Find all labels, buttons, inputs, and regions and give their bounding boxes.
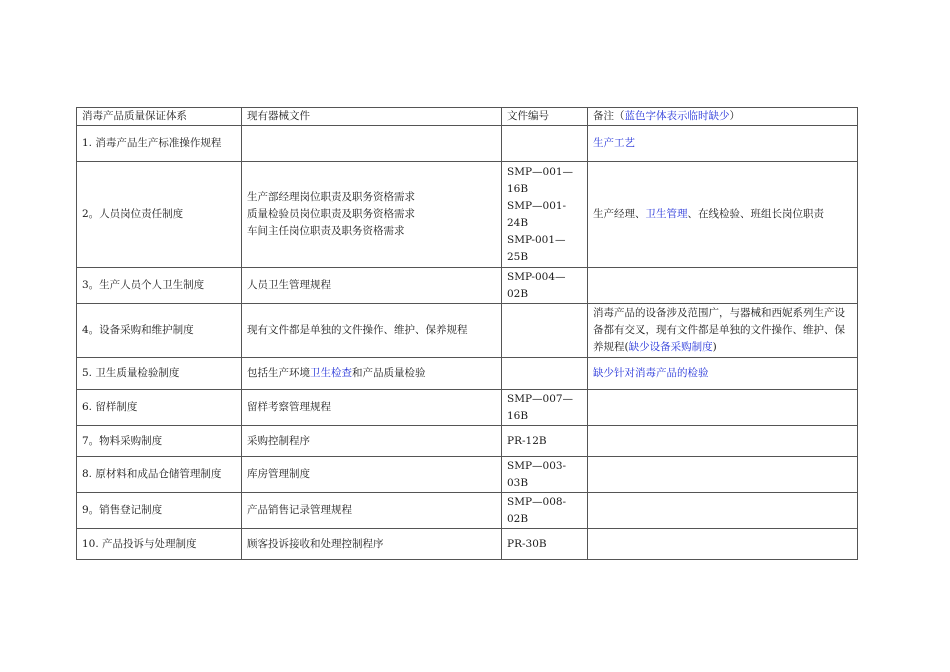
row-system: 5. 卫生质量检验制度 [77, 358, 242, 390]
header-code: 文件编号 [502, 108, 588, 126]
row-note-blue: 卫生管理 [645, 208, 688, 220]
row-files: 产品销售记录管理规程 [242, 493, 502, 529]
code-line: SMP—001- [507, 199, 567, 212]
code-line: SMP—003- [507, 459, 567, 472]
row-note-text: ) [712, 341, 717, 353]
row-files [242, 162, 502, 268]
row-system: 3。生产人员个人卫生制度 [77, 268, 242, 304]
table-row [77, 426, 858, 457]
table-row [77, 162, 858, 268]
row-system: 6. 留样制度 [77, 390, 242, 426]
code-line: 02B [507, 512, 529, 525]
row-code [502, 358, 588, 390]
row-system: 8. 原材料和成品仓储管理制度 [77, 457, 242, 493]
file-line: 车间主任岗位职责及职务资格需求 [247, 225, 405, 237]
row-files-text: 包括生产环境 [247, 367, 310, 379]
row-files: 留样考察管理规程 [242, 390, 502, 426]
code-line: 24B [507, 216, 529, 229]
row-note [588, 304, 858, 358]
row-note-text: 、在线检验、班组长岗位职责 [687, 208, 824, 220]
row-files: 采购控制程序 [242, 426, 502, 457]
row-code [502, 304, 588, 358]
row-files [242, 358, 502, 390]
code-line: SMP—007— [507, 392, 574, 405]
row-note [588, 457, 858, 493]
row-system: 4。设备采购和维护制度 [77, 304, 242, 358]
header-note [588, 108, 858, 126]
row-note [588, 126, 858, 162]
header-system: 消毒产品质量保证体系 [77, 108, 242, 126]
row-system: 2。人员岗位责任制度 [77, 162, 242, 268]
row-code [502, 126, 588, 162]
quality-system-table [76, 107, 858, 560]
table-row [77, 268, 858, 304]
header-note-prefix: 备注（ [593, 110, 625, 122]
row-note-blue: 生产工艺 [593, 137, 635, 149]
table-row [77, 304, 858, 358]
file-line: 生产部经理岗位职责及职务资格需求 [247, 191, 415, 203]
row-system: 7。物料采购制度 [77, 426, 242, 457]
table-row [77, 126, 858, 162]
code-line: 02B [507, 287, 529, 300]
table-row [77, 358, 858, 390]
row-code [502, 457, 588, 493]
code-line: SMP—001— [507, 165, 574, 178]
row-note [588, 493, 858, 529]
table-row [77, 529, 858, 560]
code-line: 16B [507, 182, 529, 195]
row-code [502, 268, 588, 304]
code-line: SMP-001— [507, 233, 566, 246]
row-code [502, 493, 588, 529]
table-row [77, 457, 858, 493]
code-line: 16B [507, 409, 529, 422]
row-files: 现有文件都是单独的文件操作、维护、保养规程 [242, 304, 502, 358]
table-header-row [77, 108, 858, 126]
row-files-blue: 卫生检查 [310, 367, 352, 379]
row-system: 1. 消毒产品生产标准操作规程 [77, 126, 242, 162]
row-code [502, 162, 588, 268]
row-note-blue: 缺少设备采购制度 [628, 341, 713, 353]
row-files: 人员卫生管理规程 [242, 268, 502, 304]
row-note [588, 162, 858, 268]
row-note [588, 358, 858, 390]
table-row [77, 493, 858, 529]
header-note-blue: 蓝色字体表示临时缺少 [624, 110, 730, 122]
header-files: 现有器械文件 [242, 108, 502, 126]
row-code: PR-30B [502, 529, 588, 560]
row-note [588, 390, 858, 426]
code-line: SMP—008- [507, 495, 567, 508]
code-line: SMP-004— [507, 270, 566, 283]
table-row [77, 390, 858, 426]
row-system: 10. 产品投诉与处理制度 [77, 529, 242, 560]
row-note-blue: 缺少针对消毒产品的检验 [593, 367, 709, 379]
file-line: 质量检验员岗位职责及职务资格需求 [247, 208, 415, 220]
row-code [502, 390, 588, 426]
row-code: PR-12B [502, 426, 588, 457]
row-note-text: 消毒产品的设备涉及范围广，与器械和西妮系列生产设备都有交叉，现有文件都是单独的文件操作、维护、保养规程( [593, 307, 845, 353]
row-system: 9。销售登记制度 [77, 493, 242, 529]
header-note-suffix: ） [729, 110, 740, 122]
code-line: 03B [507, 476, 529, 489]
row-note-text: 生产经理、 [593, 208, 646, 220]
row-files: 顾客投诉接收和处理控制程序 [242, 529, 502, 560]
row-files: 库房管理制度 [242, 457, 502, 493]
row-files [242, 126, 502, 162]
row-note [588, 529, 858, 560]
row-note [588, 426, 858, 457]
row-files-text: 和产品质量检验 [352, 367, 426, 379]
row-note [588, 268, 858, 304]
code-line: 25B [507, 250, 529, 263]
